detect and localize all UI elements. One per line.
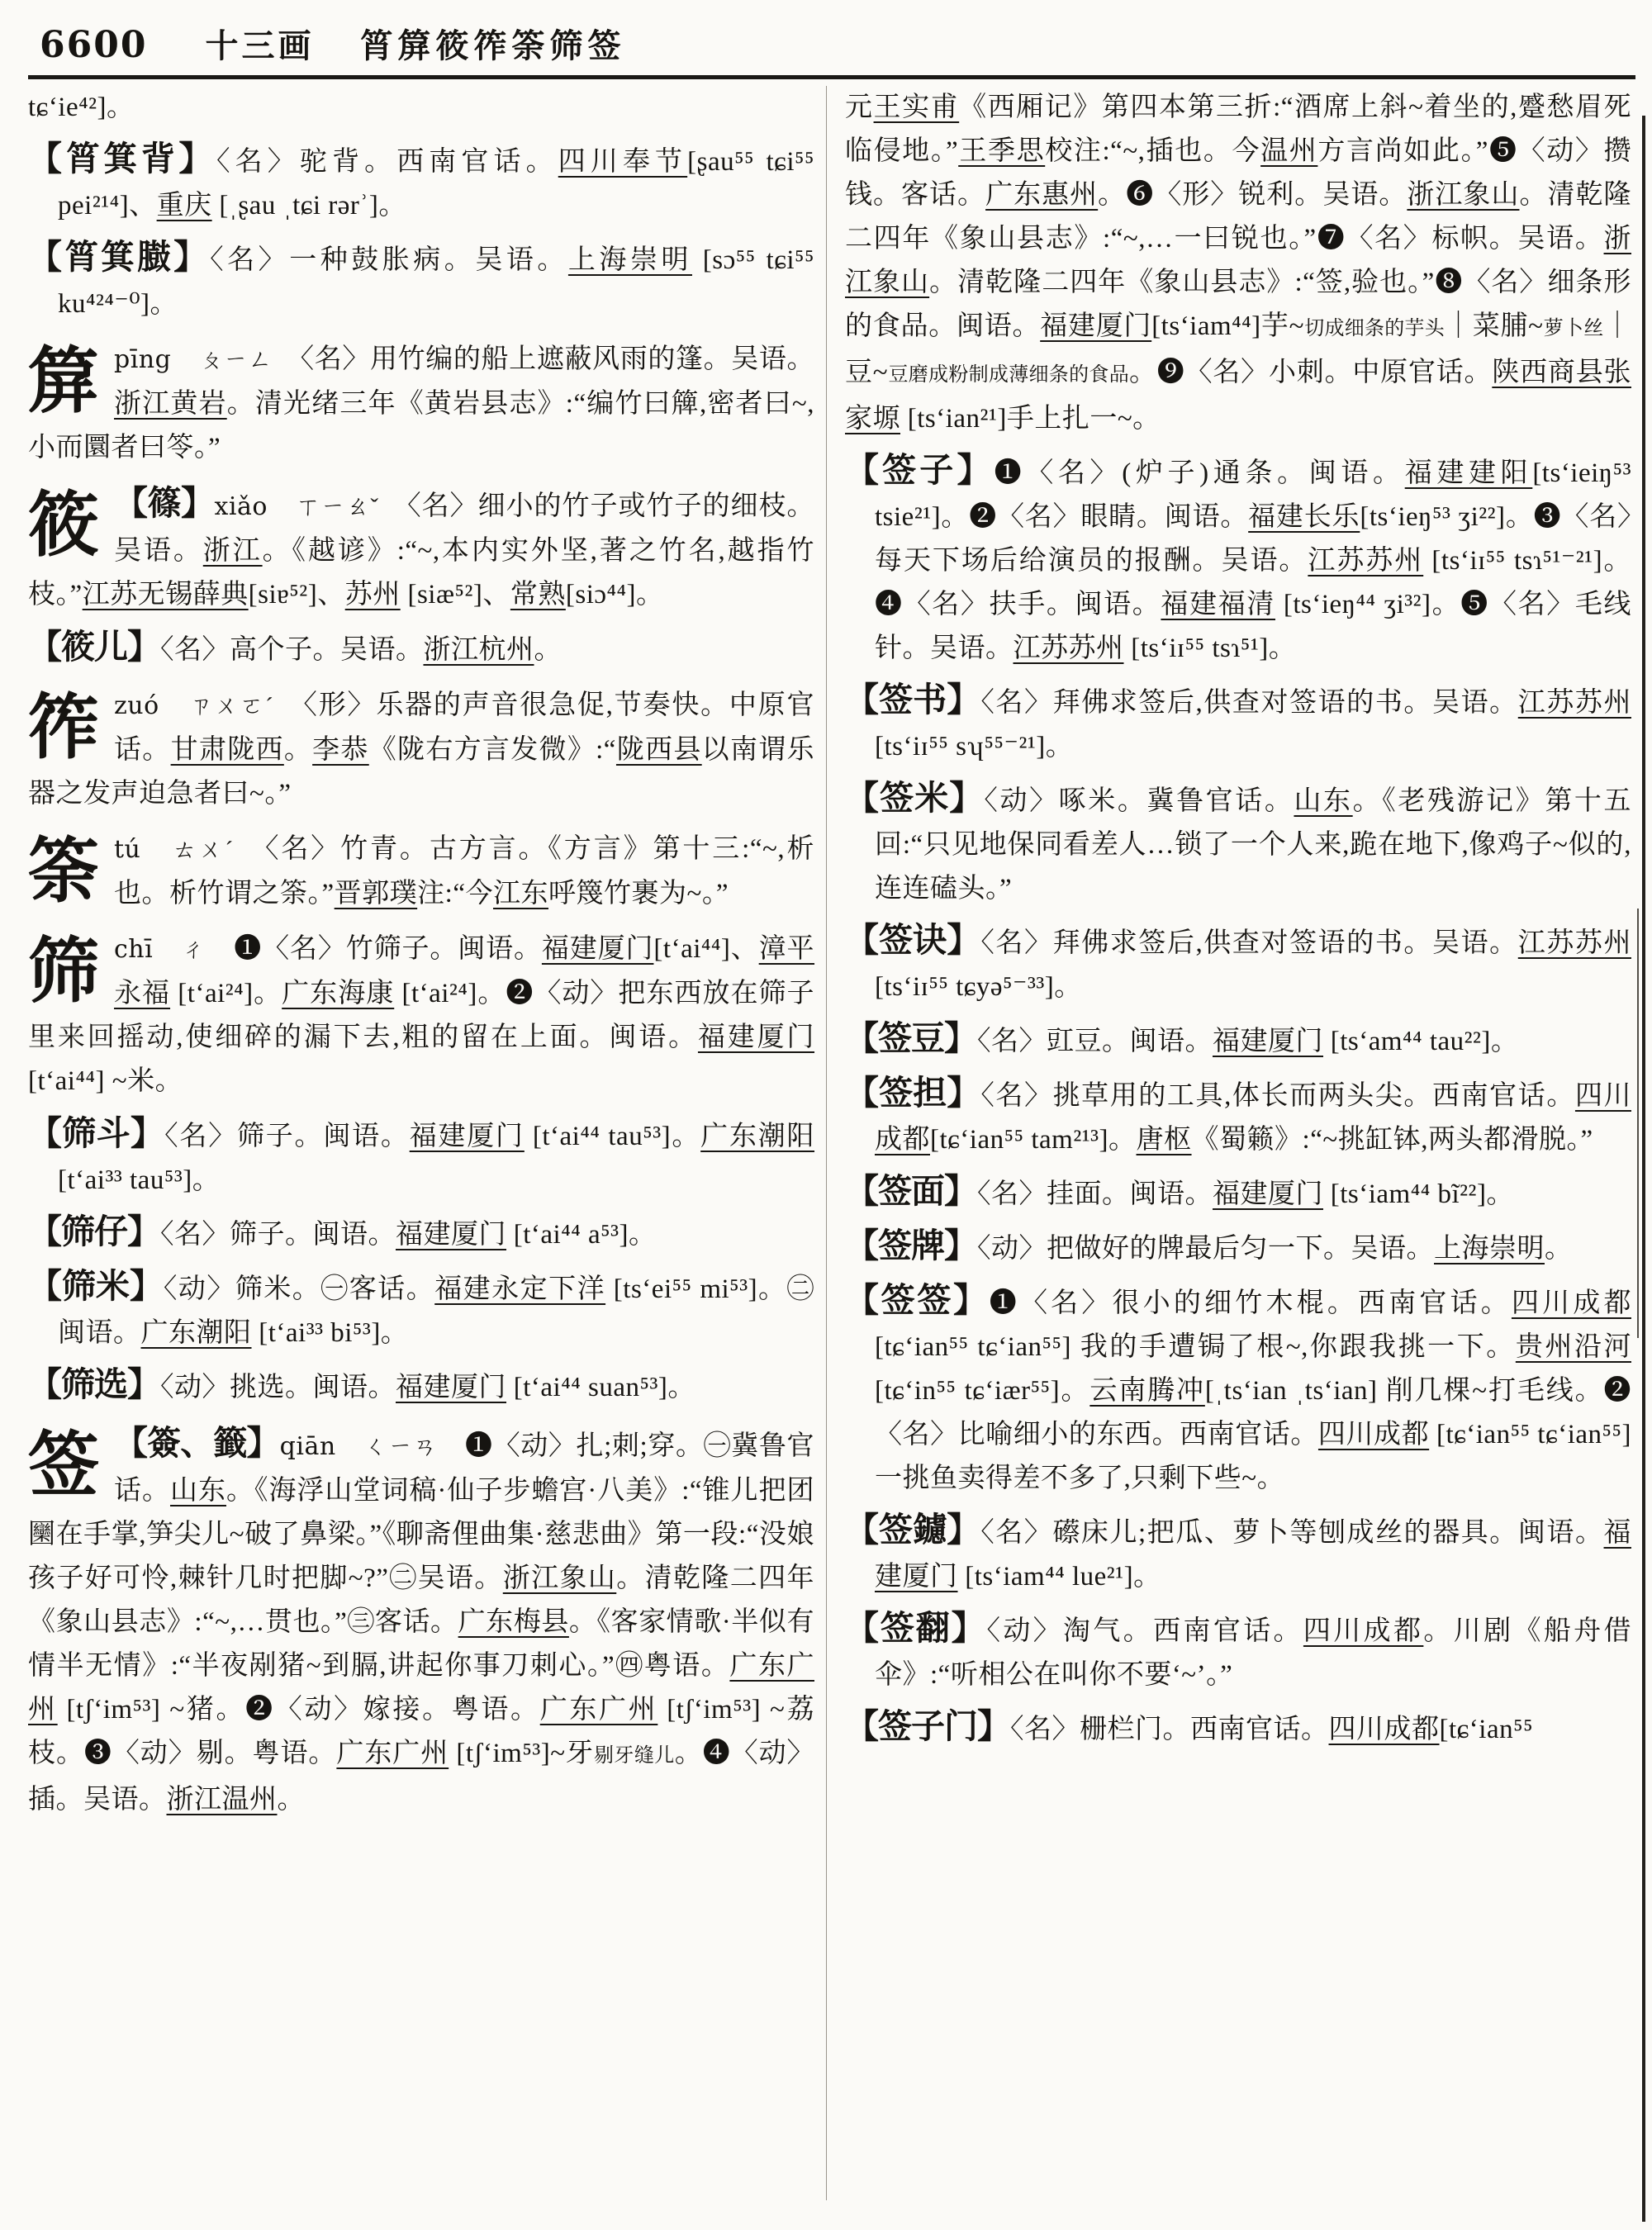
zhuyin: ㄔ (181, 937, 206, 963)
entry-body: 【簽、籤】qiān ㄑㄧㄢ ❶〈动〉扎;刺;穿。㊀冀鲁官话。山东。《海浮山堂词稿·仙子步蟾宫·八美》:“锥儿把团圞在手掌,笋尖儿~破了鼻梁。”《聊斋俚曲集·慈悲曲》第一段:“没娘孩子好可怜,棘针几时把脚~?”㊁吴语。浙江象山。清乾隆二四年《象山县志》:“~,…贯也。”㊂客话。广东梅县。《客家情歌·半似有情半无情》:“半夜剐猪~到膈,讲起你事刀刺心。”㊃粤语。广东广州 [tʃʻim⁵³] ~猪。❷〈动〉嫁接。粤语。广东广州 [tʃʻim⁵³] ~荔枝。❸〈动〉剔。粤语。广东广州 [tʃʻim⁵³]~牙剔牙缝儿。❹〈动〉插。吴语。浙江温州。 (28, 1424, 815, 1815)
entry-title: 【筛斗】 (28, 1114, 165, 1152)
entry-title: 【签牌】 (845, 1226, 977, 1264)
entry-title: 【签米】 (845, 779, 985, 817)
head-character: 筡 (28, 832, 99, 911)
zhuyin: ㄊㄨˊ (172, 837, 236, 863)
continuation-text: 元王实甫《西厢记》第四本第三折:“酒席上斜~着坐的,蹙愁眉死临侵地。”王季思校注:“~,插也。今温州方言尚如此。”❺〈动〉攒钱。客话。广东惠州。❻〈形〉锐利。吴语。浙江象山。清乾隆二四年《象山县志》:“~,…一曰锐也。”❼〈名〉标帜。吴语。浙江象山。清乾隆二四年《象山县志》:“签,验也。”❽〈名〉细条形的食品。闽语。福建厦门[tsʻiam⁴⁴]芋~切成细条的芋头｜菜脯~萝卜丝｜豆~豆磨成粉制成薄细条的食品。❾〈名〉小刺。中原官话。陕西商县张家塬 [tsʻian²¹]手上扎一~。 (845, 93, 1631, 434)
stroke-section-label: 十三画 (205, 27, 315, 64)
compound-entry: 【筛仔】〈名〉筛子。闽语。福建厦门 [tʻai⁴⁴ a⁵³]。 (28, 1212, 657, 1250)
compound-entry: 【筲箕臌】〈名〉一种鼓胀病。吴语。上海崇明 [sɔ⁵⁵ tɕi⁵⁵ ku⁴²⁴⁻⁰]。 (28, 238, 815, 319)
head-character: 筛 (28, 932, 99, 1011)
pinyin: tú (114, 835, 141, 864)
compound-entry: 【签诀】〈名〉拜佛求签后,供查对签语的书。吴语。江苏苏州 [tsʻiɪ⁵⁵ tɕyə⁵⁻³³]。 (845, 921, 1631, 1002)
entry-body: chī ㄔ ❶〈名〉竹筛子。闽语。福建厦门[tʻai⁴⁴]、漳平永福 [tʻai²⁴]。广东海康 [tʻai²⁴]。❷〈动〉把东西放在筛子里来回摇动,使细碎的漏下去,粗的留在上面。闽语。福建厦门 [tʻai⁴⁴] ~米。 (28, 934, 815, 1096)
entry-title: 【签面】 (845, 1172, 977, 1210)
right-column (826, 86, 1631, 2200)
compound-entry: 【签米】〈动〉啄米。冀鲁官话。山东。《老残游记》第十五回:“只见地保同看差人…锁了一个人来,跪在地下,像鸡子~似的,连连磕头。” (845, 779, 1631, 904)
pinyin: chī (114, 935, 154, 964)
entry-title: 【筱儿】 (28, 628, 160, 666)
entry-title: 【签签】 (845, 1281, 990, 1319)
two-column-text-area (28, 86, 1635, 2200)
compound-entry: 【签翻】〈动〉淘气。西南官话。四川成都。川剧《船舟借伞》:“听相公在叫你不要‘~’。” (845, 1609, 1631, 1690)
entry-title: 【签书】 (845, 681, 981, 719)
header-head-characters: 筲箳筱筰筡筛签 (359, 27, 626, 64)
pinyin: xiǎo (214, 492, 268, 521)
variant-forms: 【篠】 (114, 484, 215, 522)
zhuyin: ㄑㄧㄢ (363, 1434, 438, 1460)
head-character: 筰 (28, 688, 99, 767)
entry-title: 【签鑢】 (845, 1511, 981, 1549)
compound-entry: 【签子】❶〈名〉(炉子)通条。闽语。福建建阳[tsʻieiŋ⁵³ tsie²¹]。❷〈名〉眼睛。闽语。福建长乐[tsʻieŋ⁵³ ʒi²²]。❸〈名〉每天下场后给演员的报酬。吴语。江苏苏州 [tsʻiɪ⁵⁵ tsɿ⁵¹⁻²¹]。❹〈名〉扶手。闽语。福建福清 [tsʻieŋ⁴⁴ ʒi³²]。❺〈名〉毛线针。吴语。江苏苏州 [tsʻiɪ⁵⁵ tsɿ⁵¹]。 (845, 451, 1631, 663)
entry-title: 【筲箕背】 (28, 140, 217, 178)
head-character-entry (28, 684, 814, 816)
entry-title: 【筛仔】 (28, 1212, 160, 1250)
pinyin: qiān (279, 1432, 336, 1461)
compound-entry: 【签书】〈名〉拜佛求签后,供查对签语的书。吴语。江苏苏州 [tsʻiɪ⁵⁵ sʮ⁵⁵⁻²¹]。 (845, 681, 1631, 762)
entry-title: 【签担】 (845, 1074, 981, 1112)
head-character: 箳 (28, 342, 99, 421)
entry-body: 【篠】xiǎo ㄒㄧㄠˇ 〈名〉细小的竹子或竹子的细枝。吴语。浙江。《越谚》:“~,本内实外坚,著之竹名,越指竹枝。”江苏无锡薛典[siɐ⁵²]、苏州 [siæ⁵²]、常熟[siɔ⁴⁴]。 (28, 484, 815, 610)
head-character-entry (28, 338, 814, 470)
scan-edge-artifact-tick (1637, 909, 1639, 1338)
entry-title: 【签诀】 (845, 921, 981, 959)
entry-body: pīng ㄆㄧㄥ 〈名〉用竹编的船上遮蔽风雨的篷。吴语。浙江黄岩。清光绪三年《黄岩县志》:“编竹曰簰,密者曰~,小而圜者曰笭。” (28, 344, 815, 463)
pinyin: zuó (114, 691, 159, 720)
entry-title: 【签子】 (845, 451, 995, 489)
head-character-entry (28, 928, 814, 1103)
compound-entry: 【筲箕背】〈名〉驼背。西南官话。四川奉节[ʂau⁵⁵ tɕi⁵⁵ pei²¹⁴]、重庆 [ˌʂau ˌtɕi rərʾ]。 (28, 140, 815, 221)
compound-entry: 【签豆】〈名〉豇豆。闽语。福建厦门 [tsʻam⁴⁴ tau²²]。 (845, 1019, 1519, 1057)
compound-entry: 【筛米】〈动〉筛米。㊀客话。福建永定下洋 [tsʻei⁵⁵ mi⁵³]。㊁闽语。广东潮阳 [tʻai³³ bi⁵³]。 (28, 1267, 815, 1348)
compound-entry: 【签子门】〈名〉栅栏门。西南官话。四川成都[tɕʻian⁵⁵ (845, 1707, 1534, 1745)
compound-entry: 【筛选】〈动〉挑选。闽语。福建厦门 [tʻai⁴⁴ suan⁵³]。 (28, 1365, 695, 1403)
entry-body: zuó ㄗㄨㄛˊ 〈形〉乐器的声音很急促,节奏快。中原官话。甘肃陇西。李恭《陇右方言发微》:“陇西县以南谓乐器之发声迫急者曰~。” (28, 690, 815, 809)
head-character-entry (28, 1421, 814, 1822)
compound-entry: 【筱儿】〈名〉高个子。吴语。浙江杭州。 (28, 628, 562, 666)
continuation-text: tɕʻie⁴²]。 (28, 93, 135, 122)
scan-edge-artifact (1642, 116, 1645, 2222)
page-header (28, 15, 1635, 79)
page-number: 6600 (40, 24, 148, 66)
compound-entry: 【签签】❶〈名〉很小的细竹木棍。西南官话。四川成都[tɕʻian⁵⁵ tɕʻian⁵⁵] 我的手遭锔了根~,你跟我挑一下。贵州沿河 [tɕʻin⁵⁵ tɕʻiær⁵⁵]。云南腾冲[ˌtsʻian ˌtsʻian] 削几棵~打毛线。❷〈名〉比喻细小的东西。西南官话。四川成都 [tɕʻian⁵⁵ tɕʻian⁵⁵]一挑鱼卖得差不多了,只剩下些~。 (845, 1281, 1631, 1493)
left-column (28, 86, 826, 2200)
head-character: 签 (28, 1426, 99, 1505)
compound-entry: 【签担】〈名〉挑草用的工具,体长而两头尖。西南官话。四川成都[tɕʻian⁵⁵ tam²¹³]。唐枢《蜀籁》:“~挑缸钵,两头都滑脱。” (845, 1074, 1631, 1155)
head-character-entry (28, 482, 814, 617)
variant-forms: 【簽、籤】 (114, 1424, 280, 1462)
compound-entry: 【签鑢】〈名〉礤床儿;把瓜、萝卜等刨成丝的器具。闽语。福建厦门 [tsʻiam⁴⁴ lue²¹]。 (845, 1511, 1631, 1592)
entry-body: tú ㄊㄨˊ 〈名〉竹青。古方言。《方言》第十三:“~,析也。析竹谓之筡。”晋郭璞注:“今江东呼篾竹裹为~。” (114, 834, 814, 909)
head-character-entry (28, 828, 814, 916)
zhuyin: ㄗㄨㄛˊ (188, 693, 275, 719)
entry-title: 【签豆】 (845, 1019, 977, 1057)
zhuyin: ㄆㄧㄥ (199, 347, 273, 373)
entry-title: 【筛选】 (28, 1365, 160, 1403)
head-character: 筱 (28, 486, 99, 565)
entry-title: 【签子门】 (845, 1707, 1010, 1745)
entry-title: 【签翻】 (845, 1609, 987, 1647)
entry-title: 【筲箕臌】 (28, 238, 211, 276)
compound-entry: 【签牌】〈动〉把做好的牌最后匀一下。吴语。上海崇明。 (845, 1226, 1573, 1264)
compound-entry: 【筛斗】〈名〉筛子。闽语。福建厦门 [tʻai⁴⁴ tau⁵³]。广东潮阳 [tʻai³³ tau⁵³]。 (28, 1114, 815, 1195)
pinyin: pīng (114, 345, 172, 374)
compound-entry: 【签面】〈名〉挂面。闽语。福建厦门 [tsʻiam⁴⁴ bĩ²²]。 (845, 1172, 1514, 1210)
zhuyin: ㄒㄧㄠˇ (296, 494, 380, 520)
entry-title: 【筛米】 (28, 1267, 164, 1305)
